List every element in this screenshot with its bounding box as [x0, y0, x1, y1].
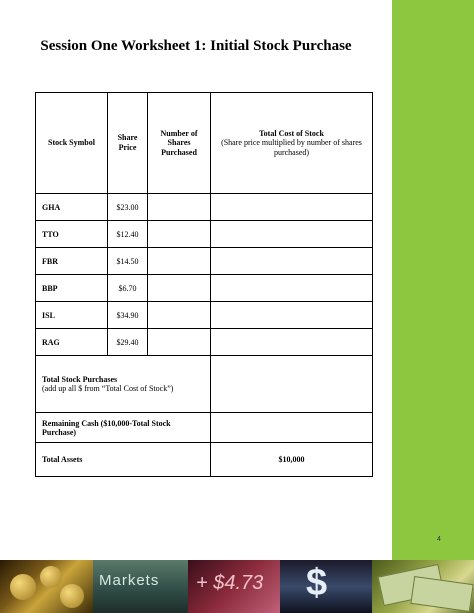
header-stock-symbol: Stock Symbol	[36, 93, 108, 194]
header-total-cost	[211, 93, 373, 194]
share-price-cell: $6.70	[108, 275, 148, 302]
coin-image	[40, 566, 62, 588]
banner-coins-panel	[0, 560, 93, 613]
header-total-cost-note: (Share price multiplied by number of shares purchased)	[221, 138, 362, 157]
stock-symbol-cell: FBR	[36, 248, 108, 275]
shares-input-cell[interactable]	[148, 275, 211, 302]
banner-price-panel	[188, 560, 280, 613]
table-row	[36, 221, 373, 248]
share-price-cell: $34.90	[108, 302, 148, 329]
header-total-cost-title: Total Cost of Stock	[259, 128, 324, 138]
total-cost-input-cell[interactable]	[211, 194, 373, 221]
share-price-cell: $14.50	[108, 248, 148, 275]
banner-bills-panel	[372, 560, 474, 613]
total-cost-input-cell[interactable]	[211, 275, 373, 302]
banner-dollar-panel	[280, 560, 372, 613]
total-purchases-label: Total Stock Purchases	[42, 375, 118, 384]
share-price-cell: $12.40	[108, 221, 148, 248]
table-header-row	[36, 93, 373, 194]
stock-symbol-cell: GHA	[36, 194, 108, 221]
table-row	[36, 275, 373, 302]
shares-input-cell[interactable]	[148, 302, 211, 329]
remaining-cash-input-cell[interactable]	[211, 413, 373, 443]
stock-symbol-cell: ISL	[36, 302, 108, 329]
shares-input-cell[interactable]	[148, 329, 211, 356]
shares-input-cell[interactable]	[148, 194, 211, 221]
total-purchases-row	[36, 356, 373, 413]
header-number-of-shares: Number of Shares Purchased	[148, 93, 211, 194]
stock-symbol-cell: BBP	[36, 275, 108, 302]
table-row	[36, 329, 373, 356]
share-price-cell: $29.40	[108, 329, 148, 356]
total-purchases-input-cell[interactable]	[211, 356, 373, 413]
coin-image	[10, 574, 36, 600]
table-row	[36, 248, 373, 275]
share-price-cell: $23.00	[108, 194, 148, 221]
total-cost-input-cell[interactable]	[211, 329, 373, 356]
green-sidebar	[392, 0, 474, 560]
table-row	[36, 302, 373, 329]
total-assets-value: $10,000	[211, 443, 373, 477]
table-row	[36, 194, 373, 221]
stock-symbol-cell: TTO	[36, 221, 108, 248]
banner-price-text: + $4.73	[196, 572, 264, 594]
total-purchases-note: (add up all $ from “Total Cost of Stock”)	[42, 384, 174, 393]
coin-image	[60, 584, 84, 608]
dollar-sign-icon: $	[306, 562, 328, 604]
stock-worksheet-table	[35, 92, 373, 477]
shares-input-cell[interactable]	[148, 221, 211, 248]
shares-input-cell[interactable]	[148, 248, 211, 275]
banner-markets-panel	[93, 560, 188, 613]
page-title: Session One Worksheet 1: Initial Stock Purchase	[40, 38, 352, 54]
total-assets-label: Total Assets	[36, 443, 211, 477]
remaining-cash-row	[36, 413, 373, 443]
total-purchases-label-cell	[36, 356, 211, 413]
total-cost-input-cell[interactable]	[211, 302, 373, 329]
stock-symbol-cell: RAG	[36, 329, 108, 356]
page-number: 4	[437, 536, 441, 543]
banner-markets-text: Markets	[99, 572, 160, 589]
header-share-price: Share Price	[108, 93, 148, 194]
total-cost-input-cell[interactable]	[211, 248, 373, 275]
total-cost-input-cell[interactable]	[211, 221, 373, 248]
bill-image	[410, 576, 473, 612]
remaining-cash-label: Remaining Cash ($10,000-Total Stock Purchase)	[36, 413, 211, 443]
total-assets-row	[36, 443, 373, 477]
footer-banner	[0, 560, 474, 613]
